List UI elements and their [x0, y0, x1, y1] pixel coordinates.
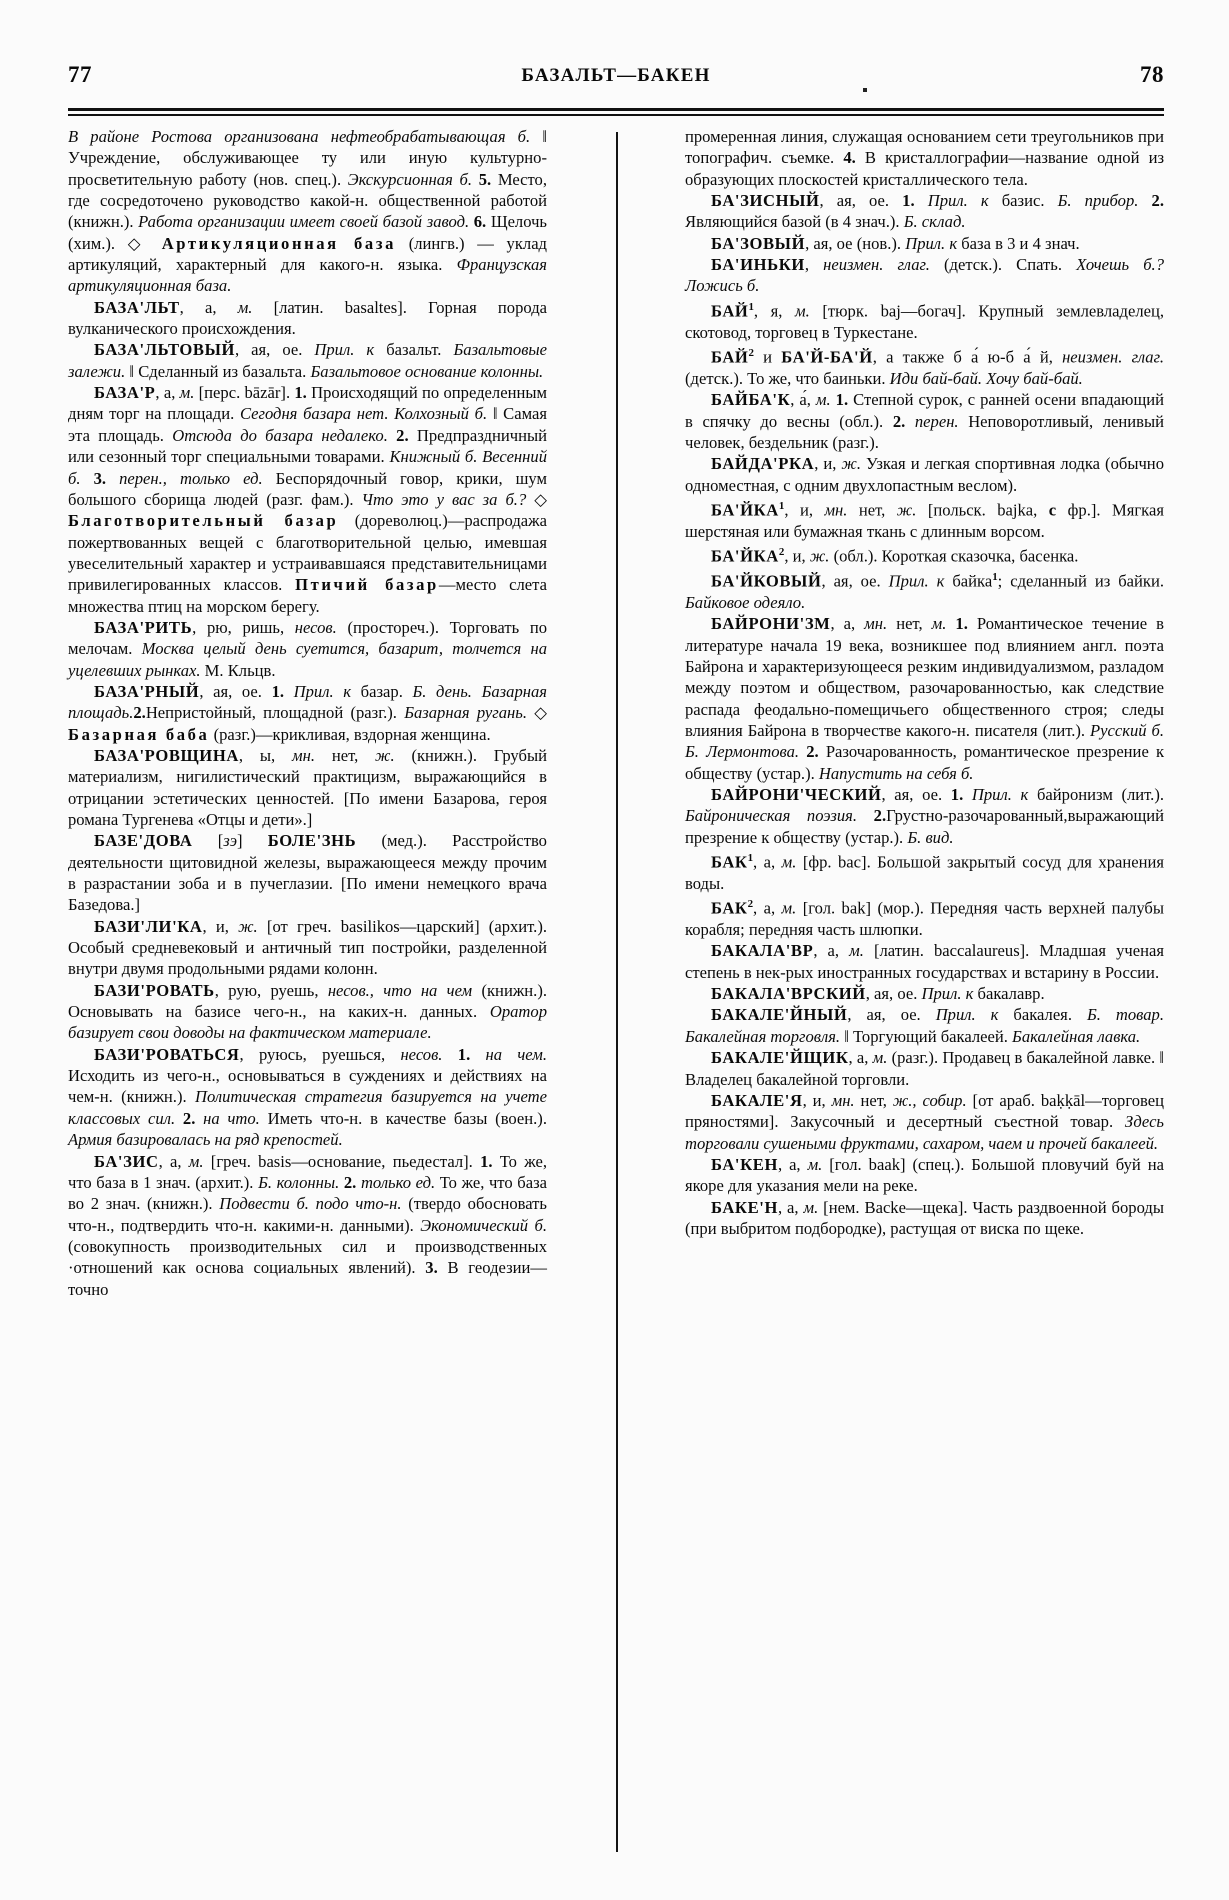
- dictionary-entry: БА'ЗОВЫЙ, ая, ое (нов.). Прил. к база в 3 и 4 знач.: [711, 233, 1080, 253]
- dictionary-entry: БА'КЕН, а, м. [гол. baak] (спец.). Большой пловучий буй на якоре для указания мели на реке.: [685, 1154, 1164, 1196]
- dictionary-entry: БАКЕ'Н, а, м. [нем. Backe—щека]. Часть раздвоенной бороды (при выбритом подбородке), растущая от виска по щеке.: [685, 1197, 1165, 1238]
- dictionary-entry: БА'ЙКОВЫЙ, ая, ое. Прил. к байка$^1$; сделанный из байки. Байковое одеяло.: [685, 571, 1164, 612]
- dictionary-entry: БАКАЛА'ВРСКИЙ, ая, ое. Прил. к бакалавр.: [711, 984, 1045, 1004]
- column-divider: [547, 126, 685, 1856]
- folio-right: 78: [1140, 62, 1164, 87]
- dictionary-entry: БА'ЗИС, а, м. [греч. basis—основание, пьедестал]. 1. То же, что база в 1 знач. (архит.). Б. колонны. 2. только ед. То же, что база во 2 знач. (книжн.). Подвести б. подо что-н. (твердо обосновать что-н., подтвердить что-н. какими-н. данными). Экономический б. (совокупность производительных сил и производственных ·отношений как основа социальных явлений). 3. В геодезии—точно: [68, 1151, 548, 1299]
- page-title: БАЗАЛЬТ—БАКЕН: [521, 65, 711, 86]
- header-rule: [68, 108, 1164, 116]
- dictionary-entry: БАЙ$^1$, я, м. [тюрк. baj—богач]. Крупный землевладелец, скотовод, торговец в Туркестане.: [685, 300, 1164, 342]
- dictionary-entry: БАКАЛА'ВР, а, м. [латин. baccalaureus]. Младшая ученая степень в нек-рых иностранных государствах и встарину в России.: [685, 941, 1164, 982]
- dictionary-entry: БАКАЛЕ'ЙНЫЙ, ая, ое. Прил. к бакалея. Б. товар. Бакалейная торговля. ‖ Торгующий бакалеей. Бакалейная лавка.: [685, 1005, 1165, 1046]
- column-container: [68, 126, 1164, 1856]
- entry-continuation: промеренная линия, служащая основанием сети треугольников при топографич. съемке. 4. В кристаллографии—название одной из образующих плоскостей кристаллического тела.: [685, 127, 1165, 189]
- dictionary-entry: БАЗА'Р, а, м. [перс. bāzār]. 1. Происходящий по определенным дням торг на площади. Сегодня базара нет. Колхозный б. ‖ Самая эта площадь. Отсюда до базара недалеко. 2. Предпраздничный или сезонный торг специальными товарами. Книжный б. Весенний б. 3. перен., только ед. Беспорядочный говор, крики, шум большого сборища людей (разг. фам.). Что это у вас за б.? ◇ Благотворительный базар (дореволюц.)—распродажа пожертвованных вещей с благотворительной целью, имевшая увеселительный характер и устраивавшаяся представительницами привилегированных классов. Птичий базар—место слета множества птиц на морском берегу.: [68, 383, 548, 616]
- dictionary-entry: БАКАЛЕ'ЙЩИК, а, м. (разг.). Продавец в бакалейной лавке. ‖ Владелец бакалейной торговли.: [685, 1048, 1164, 1089]
- dictionary-entry: БА'ЙКА$^1$, и, мн. нет, ж. [польск. bajka, с фр.]. Мягкая шерстяная или бумажная ткань с длинным ворсом.: [685, 499, 1164, 541]
- left-column: [68, 126, 547, 1856]
- dictionary-entry: БАЗА'РИТЬ, рю, ришь, несов. (простореч.). Торговать по мелочам. Москва целый день суетится, базарит, толчется на уцелевших рынках. М. Кльцв.: [68, 617, 547, 680]
- dictionary-entry: БАЙБА'К, а́, м. 1. Степной сурок, с ранней осени впадающий в спячку до весны (обл.). 2. перен. Неповоротливый, ленивый человек, бездельник (разг.).: [685, 390, 1165, 452]
- running-head: [68, 62, 1164, 106]
- dictionary-entry: БАЗА'РОВЩИНА, ы, мн. нет, ж. (книжн.). Грубый материализм, нигилистический практицизм, выражающийся в отрицании эстетических ценностей. [По имени Базарова, героя романа Тургенева «Отцы и дети».]: [68, 745, 547, 829]
- folio-left: 77: [68, 62, 92, 87]
- dictionary-entry: БАЗА'РНЫЙ, ая, ое. 1. Прил. к базар. Б. день. Базарная площадь.2.Непристойный, площадной (разг.). Базарная ругань. ◇ Базарная баба (разг.)—крикливая, вздорная женщина.: [68, 681, 547, 744]
- dictionary-entry: БА'ЙКА$^2$, и, ж. (обл.). Короткая сказочка, басенка.: [711, 546, 1079, 566]
- head-ornament-dot: [863, 88, 867, 92]
- dictionary-entry: БАЗИ'РОВАТЬСЯ, руюсь, руешься, несов. 1. на чем. Исходить из чего-н., основываться в суждениях и действиях на чем-н. (книжн.). Политическая стратегия базируется на учете классовых сил. 2. на что. Иметь что-н. в качестве базы (воен.). Армия базировалась на ряд крепостей.: [68, 1044, 547, 1150]
- dictionary-entry: БАЗА'ЛЬТ, а, м. [латин. basaltes]. Горная порода вулканического происхождения.: [68, 297, 547, 339]
- rule-thin: [68, 114, 1164, 116]
- dictionary-entry: БАЙРОНИ'ЧЕСКИЙ, ая, ое. 1. Прил. к байронизм (лит.). Байроническая поэзия. 2.Грустно-разочарованный,выражающий презрение к обществу (устар.). Б. вид.: [685, 784, 1164, 847]
- dictionary-entry: БАЗЕ'ДОВА [зэ] БОЛЕ'ЗНЬ (мед.). Расстройство деятельности щитовидной железы, выражающееся между прочим в разрастании зоба и в пучеглазии. [По имени немецкого врача Базедова.]: [68, 831, 547, 915]
- dictionary-entry: БАЙ$^2$ и БА'Й-БА'Й, а также б а́ ю-б а́ й, неизмен. глаг. (детск.). То же, что баиньки. Иди бай-бай. Хочу бай-бай.: [685, 346, 1164, 388]
- dictionary-entry: БА'ЗИСНЫЙ, ая, ое. 1. Прил. к базис. Б. прибор. 2. Являющийся базой (в 4 знач.). Б. склад.: [685, 191, 1164, 232]
- dictionary-entry: БА'ИНЬКИ, неизмен. глаг. (детск.). Спать. Хочешь б.? Ложись б.: [685, 255, 1164, 296]
- dictionary-entry: БАЗА'ЛЬТОВЫЙ, ая, ое. Прил. к базальт. Базальтовые залежи. ‖ Сделанный из базальта. Базальтовое основание колонны.: [68, 340, 547, 381]
- right-column: [685, 126, 1164, 1856]
- dictionary-entry: БАК$^2$, а, м. [гол. bak] (мор.). Передняя часть верхней палубы корабля; передняя часть шлюпки.: [685, 898, 1164, 940]
- dictionary-entry: БАЙДА'РКА, и, ж. Узкая и легкая спортивная лодка (обычно одноместная, с одним двухлопастным веслом).: [685, 454, 1164, 495]
- dictionary-entry: БАКАЛЕ'Я, и, мн. нет, ж., собир. [от араб. baḳḳāl—торговец пряностями]. Закусочный и десертный съестной товар. Здесь торговали сушеными фруктами, сахаром, чаем и прочей бакалеей.: [685, 1090, 1164, 1153]
- dictionary-entry: БАЗИ'ЛИ'КА, и, ж. [от греч. basilikos—царский] (архит.). Особый средневековый и античный тип постройки, разделенной внутри двумя продольными рядами колонн.: [68, 916, 547, 979]
- entry-continuation: В районе Ростова организована нефтеобрабатывающая б. ‖ Учреждение, обслуживающее ту или иную культурно-просветительную работу (нов. спец.). Экскурсионная б. 5. Место, где сосредоточено руководство какой-н. общественной работой (книжн.). Работа организации имеет своей базой завод. 6. Щелочь (хим.). ◇ Артикуляционная база (лингв.) — уклад артикуляций, характерный для какого-н. языка. Французская артикуляционная база.: [68, 127, 547, 296]
- dictionary-entry: БАЙРОНИ'ЗМ, а, мн. нет, м. 1. Романтическое течение в литературе начала 19 века, возникшее под влиянием англ. поэта Байрона и характеризующееся резким индивидуализмом, разладом между поэтом и обществом, разочарованностью, как следствие распада феодально-помещичьего общественного строя; следы влияния Байрона в творчестве какого-н. писателя (лит.). Русский б. Б. Лермонтова. 2. Разочарованность, романтическое презрение к обществу (устар.). Напустить на себя б.: [685, 614, 1165, 783]
- dictionary-entry: БАЗИ'РОВАТЬ, рую, руешь, несов., что на чем (книжн.). Основывать на базисе чего-н., на каких-н. данных. Оратор базирует свои доводы на фактическом материале.: [68, 980, 547, 1043]
- dictionary-entry: БАК$^1$, а, м. [фр. bac]. Большой закрытый сосуд для хранения воды.: [685, 852, 1164, 893]
